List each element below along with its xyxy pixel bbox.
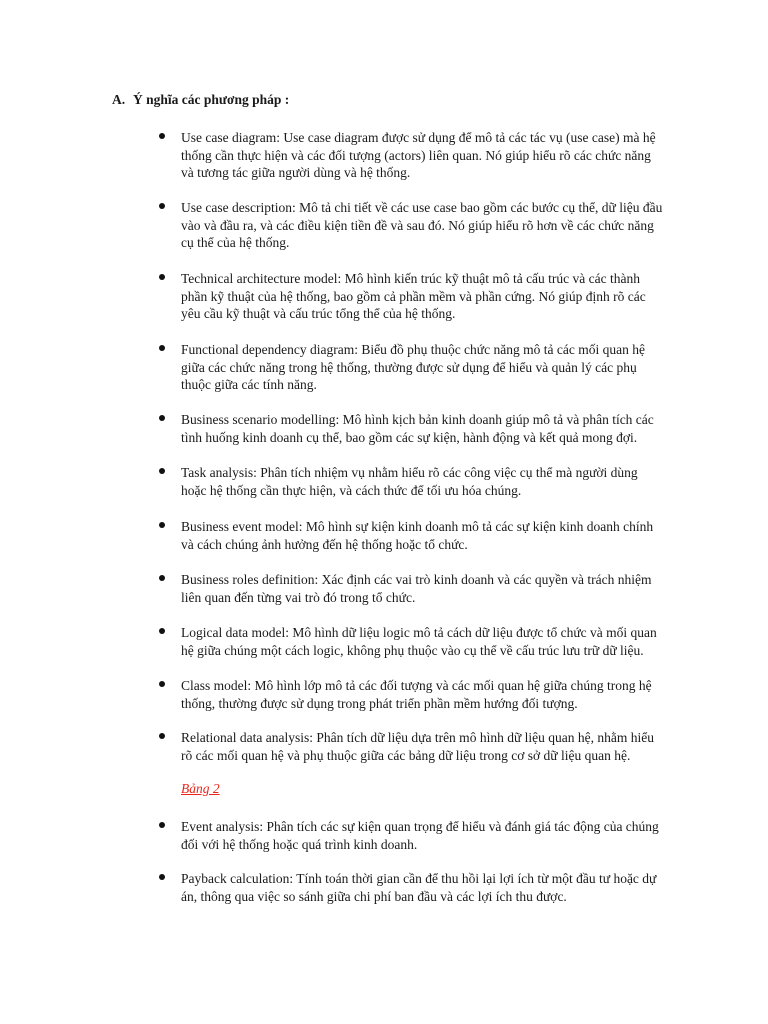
item-line: Business roles definition: Xác định các vai trò kinh doanh và các quyền và trách nhiệm [181,572,652,587]
list-item [181,818,681,853]
bullet-icon [159,681,165,687]
item-line: hoặc hệ thống cần thực hiện, và cách thức để tối ưu hóa chúng. [181,482,522,498]
bullet-icon [159,274,165,280]
bullet-icon [159,415,165,421]
list-item [181,624,681,659]
item-line: cụ thể của hệ thống. [181,235,290,251]
item-line: rõ các mối quan hệ và phụ thuộc giữa các bảng dữ liệu trong cơ sở dữ liệu quan hệ. [181,747,631,763]
item-line: Functional dependency diagram: Biểu đồ phụ thuộc chức năng mô tả các mối quan hệ [181,342,645,357]
bullet-icon [159,345,165,351]
list-item [181,341,681,394]
item-line: Use case description: Mô tả chi tiết về các use case bao gồm các bước cụ thể, dữ liệu đầu [181,200,663,215]
item-line: Use case diagram: Use case diagram được sử dụng để mô tả các tác vụ (use case) mà hệ [181,130,656,145]
bullet-icon [159,874,165,880]
list-item [181,270,681,323]
bullet-icon [159,133,165,139]
section-heading [112,92,289,108]
bullet-icon [159,733,165,739]
list-item [181,129,681,182]
list-item [181,199,681,252]
item-line: Relational data analysis: Phân tích dữ liệu dựa trên mô hình dữ liệu quan hệ, nhằm hiểu [181,730,654,745]
bullet-icon [159,468,165,474]
item-line: Event analysis: Phân tích các sự kiện quan trọng để hiểu và đánh giá tác động của chúng [181,819,659,834]
item-line: án, thông qua việc so sánh giữa chi phí ban đầu và các lợi ích thu được. [181,888,567,904]
table-reference-link[interactable]: Bảng 2 [181,781,220,796]
bullet-icon [159,628,165,634]
item-line: và tương tác giữa người dùng và hệ thống. [181,165,411,181]
item-line: vào và đầu ra, và các điều kiện tiền đề và sau đó. Nó giúp hiểu rõ hơn về các chức năng [181,217,654,233]
item-line: tình huống kinh doanh cụ thể, bao gồm các sự kiện, hành động và kết quả mong đợi. [181,429,638,445]
item-line: thống, thường được sử dụng trong phát triển phần mềm hướng đối tượng. [181,695,578,711]
item-line: Task analysis: Phân tích nhiệm vụ nhằm hiểu rõ các công việc cụ thể mà người dùng [181,465,638,480]
item-line: đối với hệ thống hoặc quá trình kinh doanh. [181,836,418,852]
list-item [181,411,681,446]
list-item [181,870,681,905]
item-line: Payback calculation: Tính toán thời gian cần để thu hồi lại lợi ích từ một đầu tư hoặc dự [181,871,657,886]
item-line: phần kỹ thuật của hệ thống, bao gồm cả phần mềm và phần cứng. Nó giúp định rõ các [181,288,646,304]
list-item [181,518,681,553]
item-line: và cách chúng ảnh hưởng đến hệ thống hoặc tổ chức. [181,536,468,552]
bullet-icon [159,822,165,828]
item-line: yêu cầu kỹ thuật và cấu trúc tổng thể của hệ thống. [181,306,456,322]
bullet-icon [159,575,165,581]
bullet-icon [159,203,165,209]
item-line: thuộc giữa các tính năng. [181,377,317,393]
item-line: Logical data model: Mô hình dữ liệu logic mô tả cách dữ liệu được tổ chức và mối quan [181,625,657,640]
list-item [181,571,681,606]
bullet-icon [159,522,165,528]
item-line: Business event model: Mô hình sự kiện kinh doanh mô tả các sự kiện kinh doanh chính [181,519,654,534]
list-item [181,464,681,499]
section-title: Ý nghĩa các phương pháp : [133,92,290,107]
item-line: hệ giữa chúng một cách logic, không phụ thuộc vào cụ thể về cấu trúc lưu trữ dữ liệu. [181,642,644,658]
list-item [181,677,681,712]
item-line: Business scenario modelling: Mô hình kịch bản kinh doanh giúp mô tả và phân tích các [181,412,654,427]
item-line: liên quan đến từng vai trò đó trong tổ chức. [181,589,416,605]
item-line: Class model: Mô hình lớp mô tả các đối tượng và các mối quan hệ giữa chúng trong hệ [181,678,652,693]
list-item [181,729,681,764]
section-letter: A. [112,92,126,107]
item-line: thống cần thực hiện và các đối tượng (actors) liên quan. Nó giúp hiểu rõ các chức năng [181,147,651,163]
item-line: giữa các chức năng trong hệ thống, thường được sử dụng để hiểu và quản lý các phụ [181,359,637,375]
item-line: Technical architecture model: Mô hình kiến trúc kỹ thuật mô tả cấu trúc và các thành [181,271,640,286]
